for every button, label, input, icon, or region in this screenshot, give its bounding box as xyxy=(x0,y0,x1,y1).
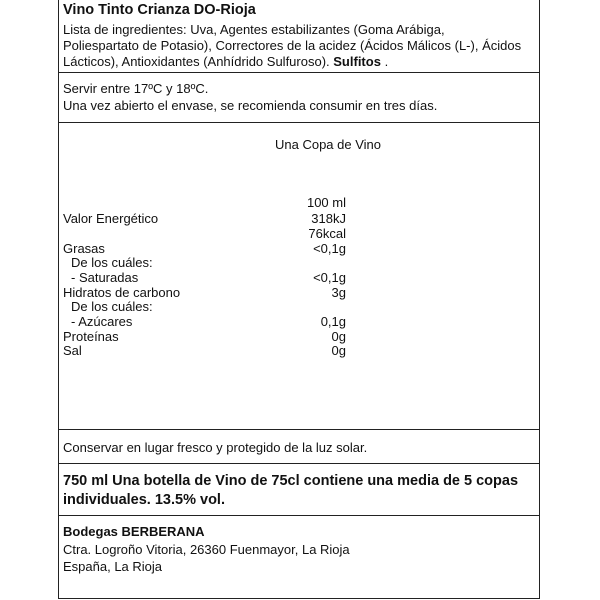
nutrition-row-name: Valor Energético xyxy=(63,211,159,226)
ingredients-line-3-text: Lácticos), Antioxidantes (Anhídrido Sulfuroso). xyxy=(63,54,330,69)
nutrition-row-name: De los cuáles: xyxy=(71,299,153,314)
ingredients-line-3 xyxy=(63,54,533,70)
nutrition-row-value: <0,1g xyxy=(313,270,346,285)
ingredients-line-2: Poliespartato de Potasio), Correctores de la acidez (Ácidos Málicos (L-), Ácidos xyxy=(63,38,522,53)
divider-before-storage xyxy=(58,429,540,430)
divider-before-producer xyxy=(58,515,540,516)
ingredients-list xyxy=(63,22,533,70)
nutrition-row-name: - Azúcares xyxy=(71,314,133,329)
nutrition-row-value: <0,1g xyxy=(313,241,346,256)
divider-after-ingredients xyxy=(58,72,540,73)
storage-instructions: Conservar en lugar fresco y protegido de la luz solar. xyxy=(63,440,368,455)
nutrition-row-name: Grasas xyxy=(63,241,105,256)
ingredients-line-1: Lista de ingredientes: Uva, Agentes estabilizantes (Goma Arábiga, xyxy=(63,22,445,37)
volume-info-line-2: individuales. 13.5% vol. xyxy=(63,492,225,508)
producer-name: Bodegas BERBERANA xyxy=(63,524,205,539)
volume-info xyxy=(63,472,533,510)
ingredients-line-3-end: . xyxy=(384,54,389,69)
nutrition-row-value: 0g xyxy=(331,329,346,344)
nutrition-row-name: Hidratos de carbono xyxy=(63,285,181,300)
nutrition-row-value: 0,1g xyxy=(320,314,346,329)
divider-before-nutrition xyxy=(58,122,540,123)
producer-region: España, La Rioja xyxy=(63,559,163,574)
allergen-sulfitos: Sulfitos xyxy=(333,54,381,69)
nutrition-row-name: De los cuáles: xyxy=(71,255,153,270)
nutrition-row-name: Proteínas xyxy=(63,329,119,344)
product-title: Vino Tinto Crianza DO-Rioja xyxy=(63,2,256,18)
nutrition-unit-header: 100 ml xyxy=(306,195,346,210)
divider-before-volume xyxy=(58,463,540,464)
serving-temperature: Servir entre 17ºC y 18ºC. xyxy=(63,81,209,96)
after-opening-note: Una vez abierto el envase, se recomienda consumir en tres días. xyxy=(63,98,438,113)
nutrition-row-name: Sal xyxy=(63,343,82,358)
nutrition-row-name: - Saturadas xyxy=(71,270,139,285)
nutrition-row-value: 3g xyxy=(331,285,346,300)
nutrition-row-value: 76kcal xyxy=(308,226,346,241)
nutrition-row-value: 318kJ xyxy=(311,211,346,226)
producer-address: Ctra. Logroño Vitoria, 26360 Fuenmayor, La Rioja xyxy=(63,542,350,557)
nutrition-column-header: Una Copa de Vino xyxy=(275,137,382,152)
nutrition-row-value: 0g xyxy=(331,343,346,358)
volume-info-line-1: 750 ml Una botella de Vino de 75cl contiene una media de 5 copas xyxy=(63,473,519,489)
